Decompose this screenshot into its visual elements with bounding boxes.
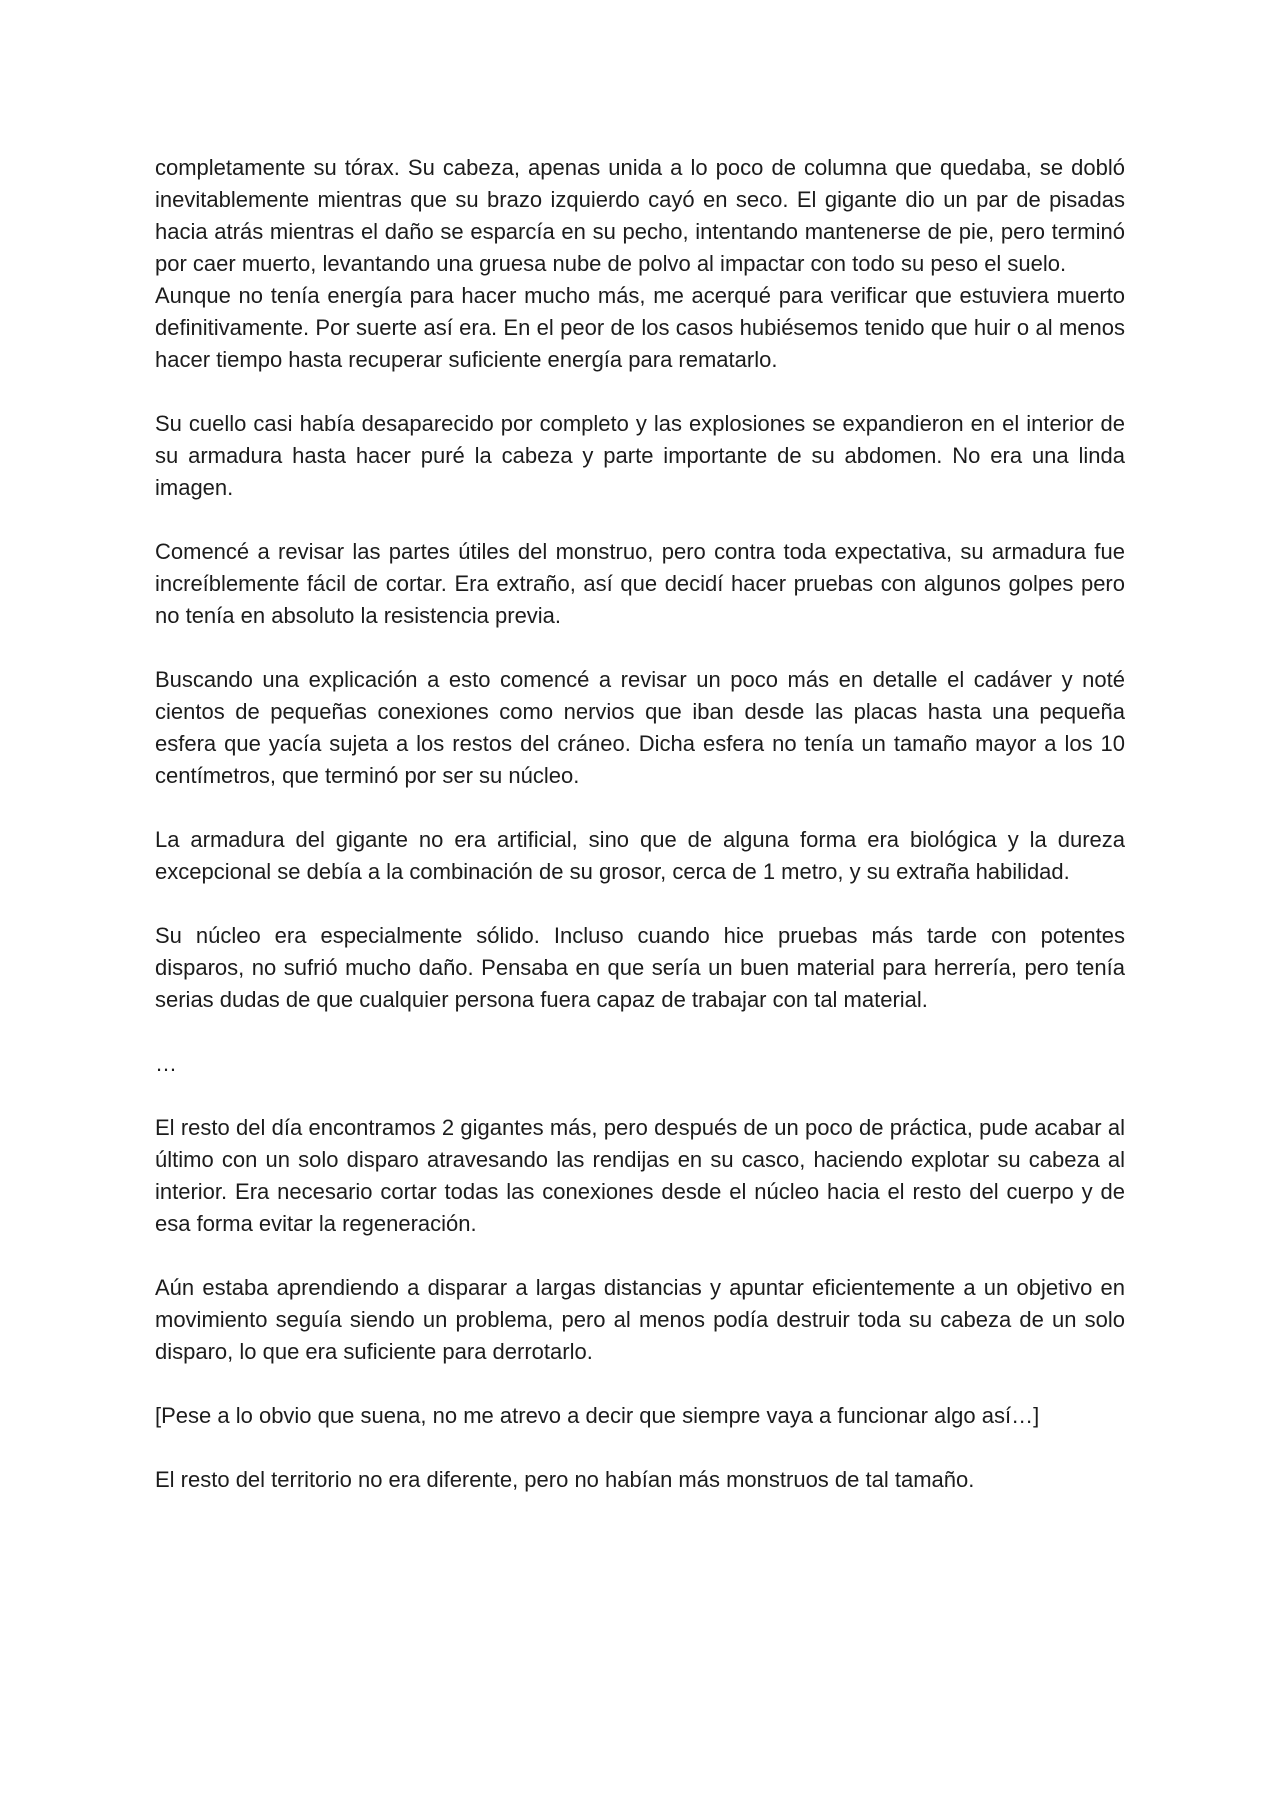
- paragraph-gap: [155, 1016, 1125, 1048]
- paragraph-6: La armadura del gigante no era artificial, sino que de alguna forma era biológica y la dureza excepcional se debía a la combinación de su grosor, cerca de 1 metro, y su extraña habilidad.: [155, 827, 1125, 884]
- paragraph-gap: [155, 792, 1125, 824]
- paragraph-5: Buscando una explicación a esto comencé a revisar un poco más en detalle el cadáver y noté cientos de pequeñas conexiones como nervios que iban desde las placas hasta una pequeña esfera que yacía sujeta a los restos del cráneo. Dicha esfera no tenía un tamaño mayor a los 10 centímetros, que terminó por ser su núcleo.: [155, 667, 1125, 788]
- paragraph-11: El resto del territorio no era diferente, pero no habían más monstruos de tal tamaño.: [155, 1467, 975, 1492]
- paragraph-3: Su cuello casi había desaparecido por completo y las explosiones se expandieron en el interior de su armadura hasta hacer puré la cabeza y parte importante de su abdomen. No era una linda imagen.: [155, 411, 1125, 500]
- paragraph-gap: [155, 376, 1125, 408]
- paragraph-gap: [155, 1368, 1125, 1400]
- paragraph-4: Comencé a revisar las partes útiles del monstruo, pero contra toda expectativa, su armadura fue increíblemente fácil de cortar. Era extraño, así que decidí hacer pruebas con algunos golpes pero no tenía en absoluto la resistencia previa.: [155, 539, 1125, 628]
- paragraph-10-bracketed-note: [Pese a lo obvio que suena, no me atrevo a decir que siempre vaya a funcionar algo así…]: [155, 1403, 1040, 1428]
- paragraph-gap: [155, 888, 1125, 920]
- paragraph-8: El resto del día encontramos 2 gigantes más, pero después de un poco de práctica, pude acabar al último con un solo disparo atravesando las rendijas en su casco, haciendo explotar su cabeza al interior. Era necesario cortar todas las conexiones desde el núcleo hacia el resto del cuerpo y de esa forma evitar la regeneración.: [155, 1115, 1125, 1236]
- paragraph-gap: [155, 1432, 1125, 1464]
- paragraph-7: Su núcleo era especialmente sólido. Incluso cuando hice pruebas más tarde con potentes disparos, no sufrió mucho daño. Pensaba en que sería un buen material para herrería, pero tenía serias dudas de que cualquier persona fuera capaz de trabajar con tal material.: [155, 923, 1125, 1012]
- document-body: [155, 152, 1125, 1496]
- paragraph-9: Aún estaba aprendiendo a disparar a largas distancias y apuntar eficientemente a un objetivo en movimiento seguía siendo un problema, pero al menos podía destruir toda su cabeza de un solo disparo, lo que era suficiente para derrotarlo.: [155, 1275, 1125, 1364]
- scene-break-ellipsis: …: [155, 1051, 177, 1076]
- paragraph-2: Aunque no tenía energía para hacer mucho más, me acerqué para verificar que estuviera muerto definitivamente. Por suerte así era. En el peor de los casos hubiésemos tenido que huir o al menos hacer tiempo hasta recuperar suficiente energía para rematarlo.: [155, 283, 1125, 372]
- paragraph-gap: [155, 1080, 1125, 1112]
- paragraph-gap: [155, 632, 1125, 664]
- paragraph-gap: [155, 504, 1125, 536]
- paragraph-gap: [155, 1240, 1125, 1272]
- paragraph-1: completamente su tórax. Su cabeza, apenas unida a lo poco de columna que quedaba, se dobló inevitablemente mientras que su brazo izquierdo cayó en seco. El gigante dio un par de pisadas hacia atrás mientras el daño se esparcía en su pecho, intentando mantenerse de pie, pero terminó por caer muerto, levantando una gruesa nube de polvo al impactar con todo su peso el suelo.: [155, 155, 1125, 276]
